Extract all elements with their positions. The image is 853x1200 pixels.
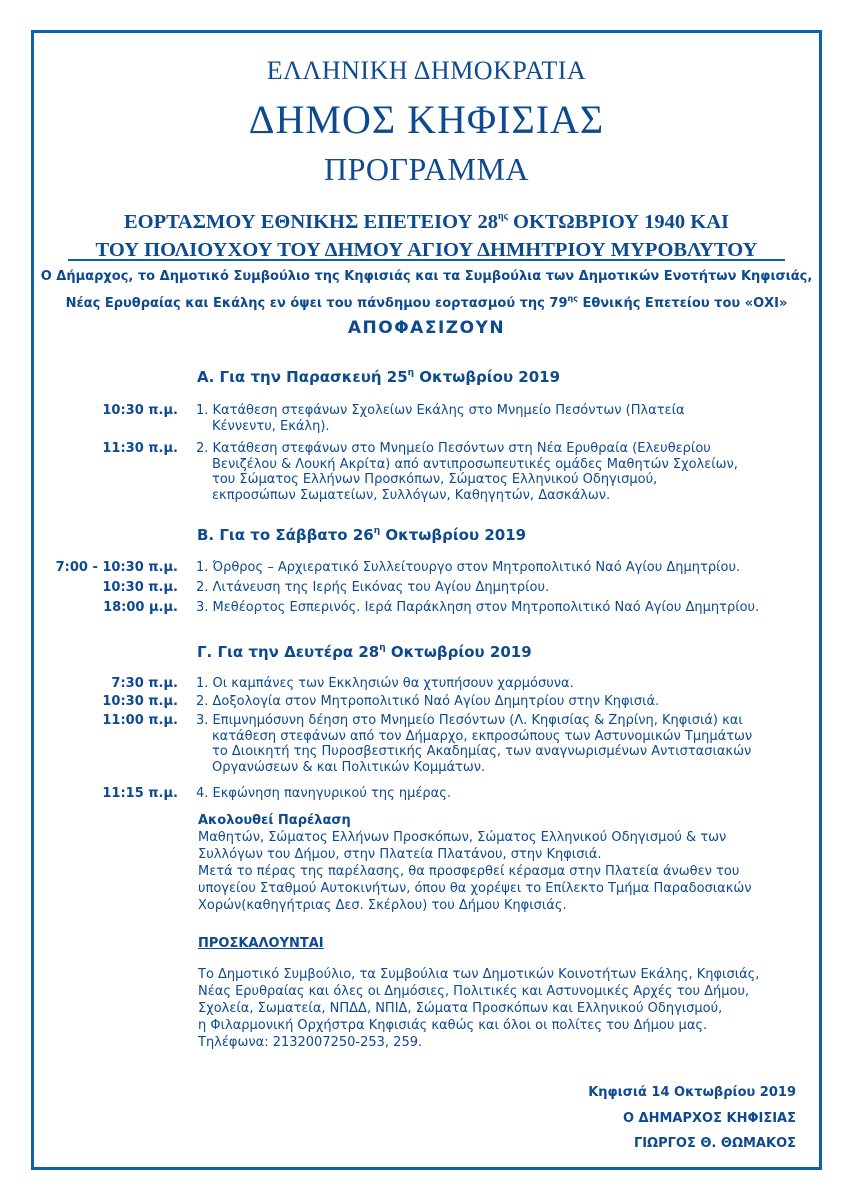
item-time: 10:30 π.μ.	[102, 694, 178, 709]
signature-date: Κηφισιά 14 Οκτωβρίου 2019	[588, 1085, 796, 1100]
program-heading: ΠΡΟΓΡΑΜΜΑ	[323, 151, 530, 187]
parade-title: Ακολουθεί Παρέλαση	[198, 813, 351, 828]
item-description: 3. Μεθέορτος Εσπερινός. Ιερά Παράκληση στον Μητροπολιτικό Ναό Αγίου Δημητρίου.	[196, 600, 760, 615]
item-description: 1. Όρθρος – Αρχιερατικό Συλλείτουργο στον Μητροπολιτικό Ναό Αγίου Δημητρίου.	[196, 560, 741, 575]
item-time: 11:30 π.μ.	[102, 441, 178, 456]
parade-block: Ακολουθεί Παρέλαση Μαθητών, Σώματος Ελλήνων Προσκόπων, Σώματος Ελληνικού Οδηγισμού & των Συλλόγων του Δήμου, στην Πλατεία Πλατάνου, στην Κηφισιά. Μετά το πέρας της παρέλασης, θα προσφερθεί κέρασμα στην Πλατεία άνωθεν του υπογείου Σταθμού Αυτοκινήτων, όπου θα χορέψει το Επίλεκτο Τμήμα Παραδοσιακών Χορών(καθηγήτριας Δεσ. Σκέρλου) του Δήμου Κηφισιάς.	[198, 812, 788, 914]
item-time: 7:30 π.μ.	[111, 676, 178, 691]
item-time: 18:00 μ.μ.	[103, 600, 178, 615]
section-c-title: Γ. Για την Δευτέρα $28^\eta$ Οκτωβρίου 2019	[197, 643, 532, 661]
item-time: 10:30 π.μ.	[102, 403, 178, 418]
section-a-title: Α. Για την Παρασκευή $25^\eta$ Οκτωβρίου 2019	[197, 368, 561, 386]
invite-title: ΠΡΟΣΚΑΛΟΥΝΤΑΙ	[198, 936, 324, 951]
decision-heading: ΑΠΟΦΑΣΙΖΟΥΝ	[347, 318, 506, 338]
program-subtitle: ΕΟΡΤΑΣΜΟΥ ΕΘΝΙΚΗΣ ΕΠΕΤΕΙΟΥ $28^{\eta\varsigma}$ ΟΚΤΩΒΡΙΟΥ 1940 ΚΑΙ ΤΟΥ ΠΟΛΙΟΥΧΟΥ ΤΟΥ ΔΗΜΟΥ ΑΓΙΟΥ ΔΗΜΗΤΡΙΟΥ ΜΥΡΟΒΛΥΤΟΥ	[95, 211, 758, 261]
item-time: 10:30 π.μ.	[102, 580, 178, 595]
signature-name: ΓΙΩΡΓΟΣ Θ. ΘΩΜΑΚΟΣ	[633, 1136, 796, 1151]
item-time: 11:15 π.μ.	[102, 786, 178, 801]
invite-paragraph: Το Δημοτικό Συμβούλιο, τα Συμβούλια των Δημοτικών Κοινοτήτων Εκάλης, Κηφισιάς, Νέας Ερυθραίας και όλες οι Δημόσιες, Πολιτικές και Αστυνομικές Αρχές του Δήμου, Σχολεία, Σωματεία, ΝΠΔΔ, ΝΠΙΔ, Σώματα Προσκόπων και Ελληνικού Οδηγισμού, η Φιλαρμονική Ορχήστρα Κηφισιάς καθώς και όλοι οι πολίτες του Δήμου μας. Τηλέφωνα: 2132007250-253, 259.	[198, 967, 760, 1050]
item-description: 2. Κατάθεση στεφάνων στο Μνημείο Πεσόντων στη Νέα Ερυθραία (Ελευθερίου Βενιζέλου & Λουκή Ακρίτα) από αντιπροσωπευτικές ομάδες Μαθητών Σχολείων, του Σώματος Ελλήνων Προσκόπων, Σώματος Ελληνικού Οδηγισμού, εκπροσώπων Σωματείων, Συλλόγων, Καθηγητών, Δασκάλων.	[196, 441, 738, 503]
item-description: 2. Δοξολογία στον Μητροπολιτικό Ναό Αγίου Δημητρίου στην Κηφισιά.	[196, 694, 660, 709]
item-time: 11:00 π.μ.	[102, 713, 178, 728]
signature-role: Ο ΔΗΜΑΡΧΟΣ ΚΗΦΙΣΙΑΣ	[622, 1111, 796, 1126]
republic-heading: ΕΛΛΗΝΙΚΗ ΔΗΜΟΚΡΑΤΙΑ	[266, 56, 587, 85]
item-description: 1. Οι καμπάνες των Εκκλησιών θα χτυπήσουν χαρμόσυνα.	[196, 676, 574, 691]
item-description: 2. Λιτάνευση της Ιερής Εικόνας του Αγίου Δημητρίου.	[196, 580, 550, 595]
item-time: 7:00 - 10:30 π.μ.	[55, 560, 178, 575]
intro-paragraph: Ο Δήμαρχος, το Δημοτικό Συμβούλιο της Κηφισιάς και τα Συμβούλια των Δημοτικών Ενοτήτων Κηφισιάς, Νέας Ερυθραίας και Εκάλης εν όψει του πάνδημου εορτασμού της $79^{\eta\varsigma}$ Εθνικής Επετείου του «ΟΧΙ»	[40, 269, 813, 311]
divider	[68, 259, 785, 261]
municipality-heading: ΔΗΜΟΣ ΚΗΦΙΣΙΑΣ	[248, 97, 605, 142]
section-b-title: Β. Για το Σάββατο $26^\eta$ Οκτωβρίου 2019	[197, 526, 527, 544]
item-description: 4. Εκφώνηση πανηγυρικού της ημέρας.	[196, 786, 451, 801]
item-description: 3. Επιμνημόσυνη δέηση στο Μνημείο Πεσόντων (Λ. Κηφισίας & Ζηρίνη, Κηφισιά) και κατάθεση στεφάνων από τον Δήμαρχο, εκπροσώπους των Αστυνομικών Τμημάτων το Διοικητή της Πυροσβεστικής Ακαδημίας, των αναγνωρισμένων Αντιστασιακών Οργανώσεων & και Πολιτικών Κομμάτων.	[196, 713, 753, 775]
item-description: 1. Κατάθεση στεφάνων Σχολείων Εκάλης στο Μνημείο Πεσόντων (Πλατεία Κέννεντυ, Εκάλη).	[196, 403, 685, 434]
